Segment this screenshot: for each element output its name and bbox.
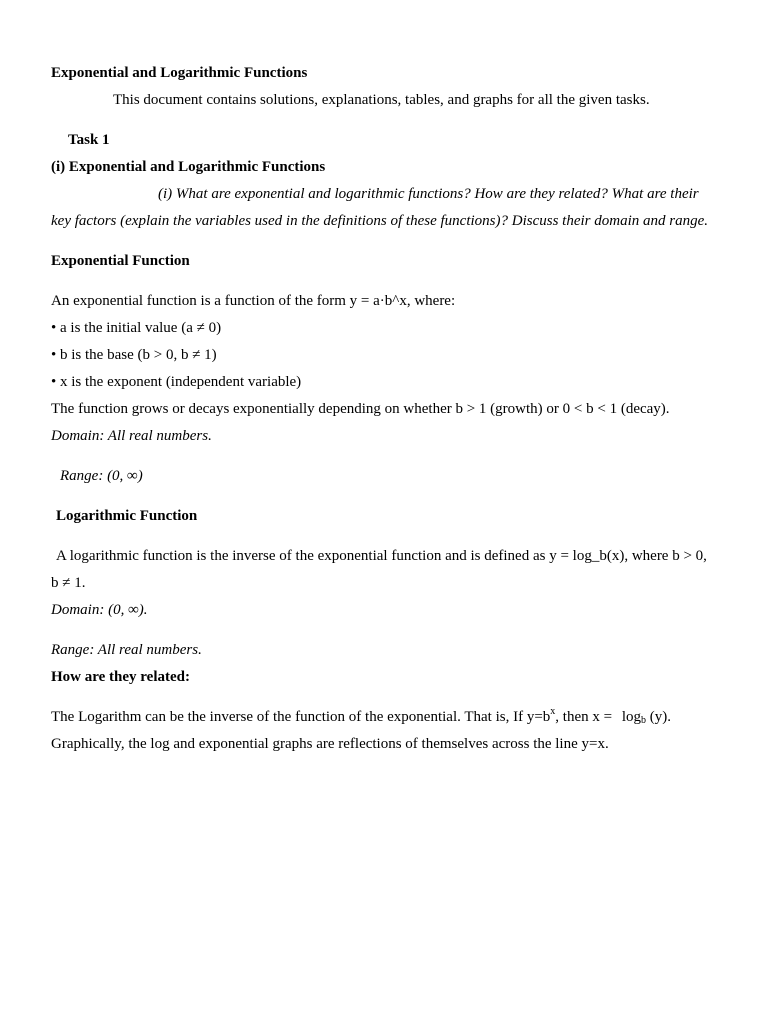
document-title: Exponential and Logarithmic Functions xyxy=(51,65,308,81)
relation-heading: How are they related: xyxy=(51,669,190,685)
exponential-definition: An exponential function is a function of the form y = a·b^x, where: xyxy=(51,293,456,309)
relation-text-3: (y). xyxy=(646,709,671,725)
task-heading: Task 1 xyxy=(68,132,110,148)
exponential-behavior: The function grows or decays exponentially depending on whether b > 1 (growth) or 0 < b < 1 (decay). xyxy=(51,401,670,417)
logarithmic-range: Range: All real numbers. xyxy=(51,642,202,658)
logarithmic-domain: Domain: (0, ∞). xyxy=(51,602,148,618)
exponential-bullet-a: • a is the initial value (a ≠ 0) xyxy=(51,320,222,336)
relation-graph-sentence: Graphically, the log and exponential graphs are reflections of themselves across the line y=x. xyxy=(51,736,609,752)
exponential-range: Range: (0, ∞) xyxy=(60,468,143,484)
exponential-heading: Exponential Function xyxy=(51,253,190,269)
relation-log-word: log xyxy=(621,709,641,725)
relation-text-1: The Logarithm can be the inverse of the function of the exponential. That is, If y=b xyxy=(51,709,551,725)
logarithmic-definition-text: A logarithmic function is the inverse of the exponential function and is defined as y = log_b(x), where b > 0, b ≠ 1. xyxy=(51,548,707,591)
relation-subscript-b: b xyxy=(641,715,646,726)
exponential-domain: Domain: All real numbers. xyxy=(51,428,212,444)
exponential-bullet-x: • x is the exponent (independent variable) xyxy=(51,374,302,390)
exponential-bullet-b: • b is the base (b > 0, b ≠ 1) xyxy=(51,347,217,363)
logarithmic-heading: Logarithmic Function xyxy=(56,508,198,524)
relation-text-2: , then x = xyxy=(555,709,616,725)
relation-line xyxy=(51,704,711,731)
intro-paragraph: This document contains solutions, explanations, tables, and graphs for all the given tasks. xyxy=(113,92,650,108)
question-paragraph: (i) What are exponential and logarithmic functions? How are they related? What are their key factors (explain the variables used in the definitions of these functions)? Discuss their domain and range. xyxy=(51,186,708,229)
logarithmic-definition xyxy=(51,543,711,597)
relation-superscript-x: x xyxy=(550,706,556,717)
section-heading: (i) Exponential and Logarithmic Functions xyxy=(51,159,326,175)
document-page xyxy=(51,60,711,758)
